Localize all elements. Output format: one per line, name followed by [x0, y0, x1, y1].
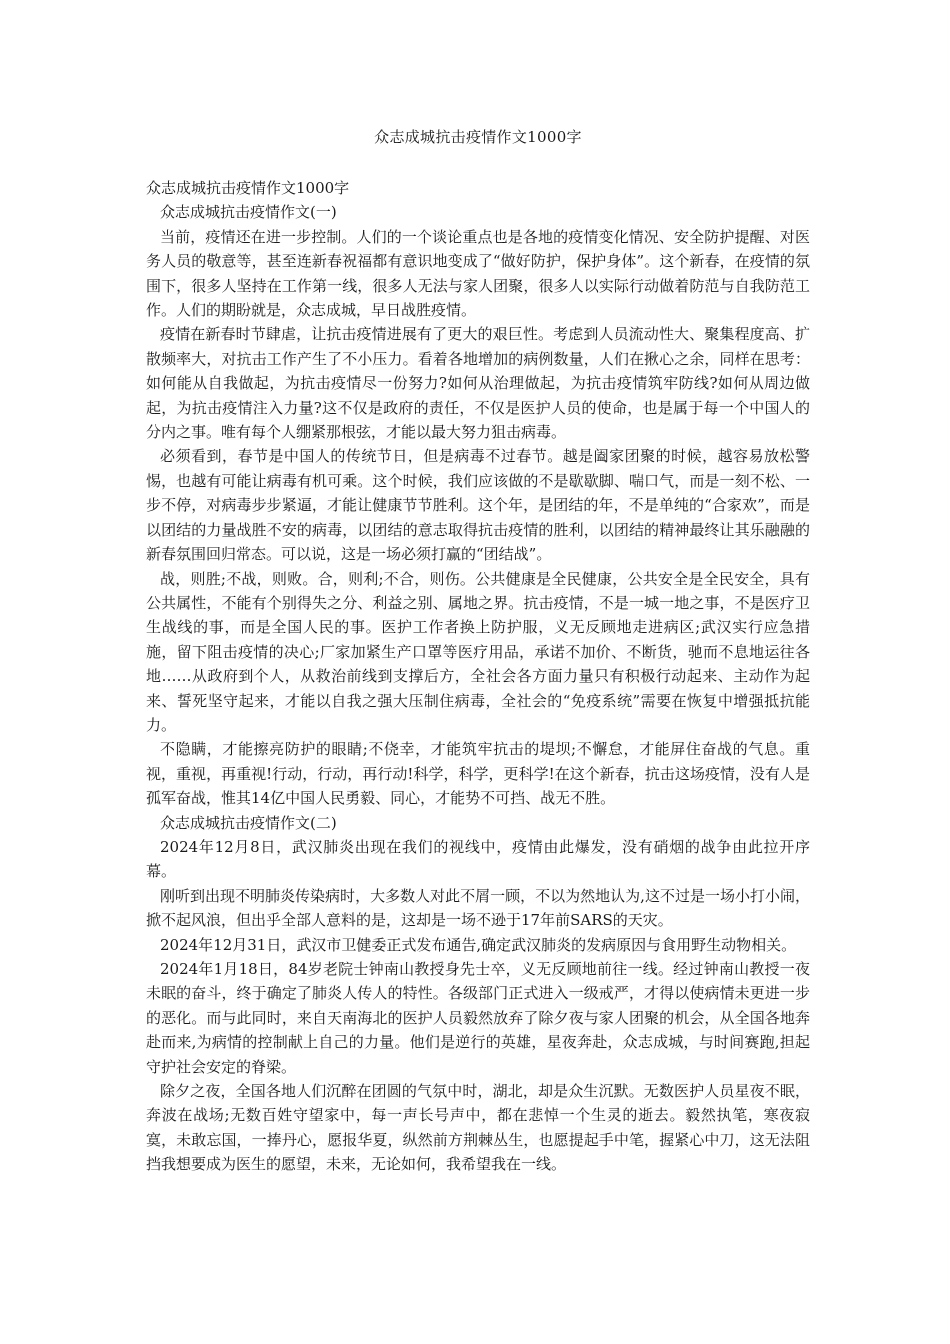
paragraph: 2024年12月31日，武汉市卫健委正式发布通告,确定武汉肺炎的发病原因与食用野生动物相关。: [160, 935, 797, 954]
document-title: 众志成城抗击疫情作文1000字: [374, 128, 582, 146]
paragraph: 2024年12月8日，武汉肺炎出现在我们的视线中，疫情由此爆发，没有硝烟的战争由此拉开序幕。: [146, 837, 810, 881]
paragraph: 刚听到出现不明肺炎传染病时，大多数人对此不屑一顾，不以为然地认为,这不过是一场小打小闹，掀不起风浪，但出乎全部人意料的是，这却是一场不逊于17年前SARS的天灾。: [146, 886, 810, 930]
paragraph: 疫情在新春时节肆虐，让抗击疫情进展有了更大的艰巨性。考虑到人员流动性大、聚集程度高、扩散频率大，对抗击工作产生了不小压力。看着各地增加的病例数量，人们在揪心之余，同样在思考：如何能从自我做起，为抗击疫情尽一份努力?如何从治理做起，为抗击疫情筑牢防线?如何从周边做起，为抗击疫情注入力量?这不仅是政府的责任，不仅是医护人员的使命，也是属于每一个中国人的分内之事。唯有每个人绷紧那根弦，才能以最大努力狙击病毒。: [146, 325, 810, 442]
section-heading-2: 众志成城抗击疫情作文(二): [160, 813, 337, 832]
paragraph: 不隐瞒，才能擦亮防护的眼睛;不侥幸，才能筑牢抗击的堤坝;不懈怠，才能屏住奋战的气息。重视，重视，再重视!行动，行动，再行动!科学，科学，更科学!在这个新春，抗击这场疫情，没有人是孤军奋战，惟其14亿中国人民勇毅、同心，才能势不可挡、战无不胜。: [146, 740, 810, 808]
paragraph: 2024年1月18日，84岁老院士钟南山教授身先士卒，义无反顾地前往一线。经过钟南山教授一夜未眠的奋斗，终于确定了肺炎人传人的特性。各级部门正式进入一级戒严，才得以使病情未更进一步的恶化。而与此同时，来自天南海北的医护人员毅然放弃了除夕夜与家人团聚的机会，从全国各地奔赴而来,为病情的控制献上自己的力量。他们是逆行的英雄，星夜奔赴，众志成城，与时间赛跑,担起守护社会安定的脊梁。: [146, 960, 810, 1076]
section-heading-1: 众志成城抗击疫情作文(一): [160, 203, 337, 222]
document-heading: 众志成城抗击疫情作文1000字: [146, 179, 350, 197]
paragraph: 除夕之夜，全国各地人们沉醉在团圆的气氛中时，湖北，却是众生沉默。无数医护人员星夜不眠，奔波在战场;无数百姓守望家中，每一声长号声中，都在悲悼一个生灵的逝去。毅然执笔，寒夜寂寞，未敢忘国，一捧丹心，愿报华夏，纵然前方荆棘丛生，也愿提起手中笔，握紧心中刀，这无法阻挡我想要成为医生的愿望，未来，无论如何，我希望我在一线。: [146, 1082, 810, 1174]
paragraph: 当前，疫情还在进一步控制。人们的一个谈论重点也是各地的疫情变化情况、安全防护提醒、对医务人员的敬意等，甚至连新春祝福都有意识地变成了“做好防护，保护身体”。这个新春，在疫情的氛围下，很多人坚持在工作第一线，很多人无法与家人团聚，很多人以实际行动做着防范与自我防范工作。人们的期盼就是，众志成城，早日战胜疫情。: [146, 227, 810, 320]
paragraph: 必须看到，春节是中国人的传统节日，但是病毒不过春节。越是阖家团聚的时候，越容易放松警惕，也越有可能让病毒有机可乘。这个时候，我们应该做的不是歇歇脚、喘口气，而是一刻不松、一步不停，对病毒步步紧逼，才能让健康节节胜利。这个年，是团结的年，不是单纯的“合家欢”，而是以团结的力量战胜不安的病毒，以团结的意志取得抗击疫情的胜利，以团结的精神最终让其乐融融的新春氛围回归常态。可以说，这是一场必须打赢的“团结战”。: [146, 447, 810, 564]
document-body: [146, 176, 810, 1177]
paragraph: 战，则胜;不战，则败。合，则利;不合，则伤。公共健康是全民健康，公共安全是全民安全，具有公共属性，不能有个别得失之分、利益之别、属地之界。抗击疫情，不是一城一地之事，不是医疗卫生战线的事，而是全国人民的事。医护工作者换上防护服，义无反顾地走进病区;武汉实行应急措施，留下阻击疫情的决心;厂家加紧生产口罩等医疗用品，承诺不加价、不断货，驰而不息地运往各地……从政府到个人，从救治前线到支撑后方，全社会各方面力量只有积极行动起来、主动作为起来、誓死坚守起来，才能以自我之强大压制住病毒，全社会的“免疫系统”需要在恢复中增强抵抗能力。: [146, 569, 810, 734]
